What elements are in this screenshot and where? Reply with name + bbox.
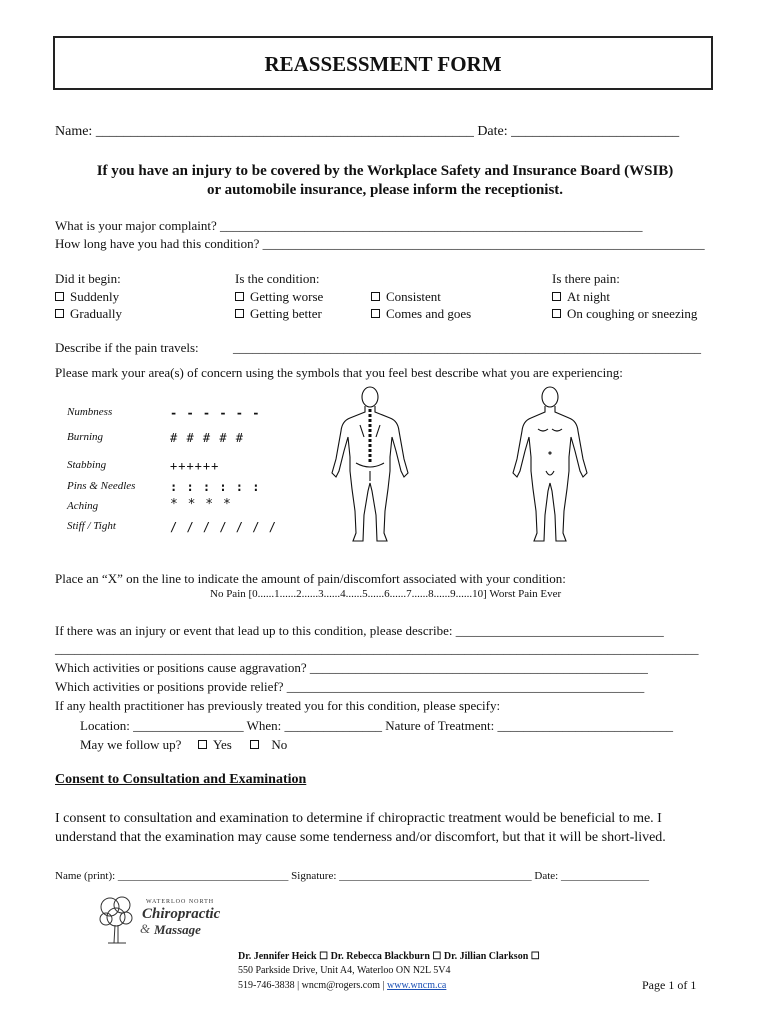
logo-massage-text: Massage — [154, 922, 201, 937]
signature-field[interactable]: Name (print): _______________________________ Signature: ___________________________________ Date: ________________ — [55, 870, 649, 882]
travels-field[interactable]: ________________________________________________________________________ — [233, 340, 701, 355]
logo-top-text: WATERLOO NORTH — [146, 899, 215, 905]
duration-field[interactable]: How long have you had this condition? ____________________________________________________________________ — [55, 236, 705, 251]
pain-scale-line[interactable]: No Pain [0......1......2......3......4......5......6......7......8......9......10] Worst Pain Ever — [210, 588, 562, 600]
checkbox-icon[interactable] — [55, 309, 64, 318]
consent-heading: Consent to Consultation and Examination — [55, 772, 307, 787]
injury-field-continued[interactable]: ___________________________________________________________________________________________________ — [55, 641, 699, 656]
clinic-contact — [238, 980, 446, 991]
legend-label-numbness: Numbness — [67, 406, 113, 418]
condition-option-comes-and-goes[interactable] — [371, 306, 471, 322]
website-link[interactable]: www.wncm.ca — [387, 980, 447, 991]
checkbox-icon[interactable] — [235, 309, 244, 318]
tree-logo-icon — [96, 893, 136, 948]
mark-instructions: Please mark your area(s) of concern using the symbols that you feel best describe what you are experiencing: — [55, 365, 623, 380]
condition-heading: Is the condition: — [235, 271, 320, 286]
legend-symbol-burning: # # # # # — [170, 431, 245, 445]
injury-field[interactable]: If there was an injury or event that lead up to this condition, please describe: ________________________________ — [55, 623, 664, 638]
checkbox-icon[interactable] — [371, 292, 380, 301]
condition-option-consistent[interactable] — [371, 289, 441, 305]
follow-up-row — [80, 737, 287, 753]
legend-label-pins-needles: Pins & Needles — [67, 480, 136, 492]
onset-option-suddenly[interactable] — [55, 289, 119, 305]
pain-option-label: On coughing or sneezing — [567, 306, 698, 321]
checkbox-icon[interactable] — [55, 292, 64, 301]
legend-symbol-aching: * * * * — [170, 497, 232, 512]
condition-option-label: Consistent — [386, 289, 441, 304]
relief-field[interactable]: Which activities or positions provide relief? _______________________________________________________ — [55, 679, 645, 694]
complaint-field[interactable]: What is your major complaint? _________________________________________________________________ — [55, 218, 643, 233]
pain-option-at-night[interactable] — [552, 289, 610, 305]
onset-heading: Did it begin: — [55, 271, 121, 286]
legend-symbol-pins-needles: : : : : : : — [170, 480, 261, 494]
scale-instruction: Place an “X” on the line to indicate the amount of pain/discomfort associated with your condition: — [55, 571, 566, 586]
aggravation-field[interactable]: Which activities or positions cause aggravation? ____________________________________________________ — [55, 660, 648, 675]
checkbox-icon[interactable] — [552, 292, 561, 301]
previous-treatment-question: If any health practitioner has previously treated you for this condition, please specify: — [55, 698, 501, 713]
pain-heading: Is there pain: — [552, 271, 620, 286]
legend-label-stiff-tight: Stiff / Tight — [67, 520, 116, 532]
notice-line-1: If you have an injury to be covered by the Workplace Safety and Insurance Board (WSIB) — [96, 163, 674, 179]
onset-option-label: Suddenly — [70, 289, 120, 304]
legend-label-burning: Burning — [67, 431, 104, 443]
travels-label: Describe if the pain travels: — [55, 340, 199, 355]
condition-option-getting-worse[interactable] — [235, 289, 323, 305]
legend-symbol-numbness: - - - - - - — [170, 406, 261, 420]
checkbox-icon[interactable] — [552, 309, 561, 318]
condition-option-label: Getting worse — [250, 289, 324, 304]
doctor-names: Dr. Jennifer Heick ☐ Dr. Rebecca Blackburn ☐ Dr. Jillian Clarkson ☐ — [238, 951, 540, 962]
checkbox-icon[interactable] — [371, 309, 380, 318]
logo-chiropractic-text: Chiropractic — [142, 906, 221, 922]
legend-symbol-stabbing: ++++++ — [170, 459, 220, 473]
onset-option-gradually[interactable] — [55, 306, 122, 322]
onset-option-label: Gradually — [70, 306, 122, 321]
body-back-view-diagram[interactable] — [320, 385, 420, 545]
follow-up-yes-checkbox[interactable] — [198, 740, 207, 749]
clinic-logo — [96, 893, 226, 948]
pain-option-label: At night — [567, 289, 610, 304]
follow-up-no-checkbox[interactable] — [250, 740, 259, 749]
legend-label-aching: Aching — [67, 500, 99, 512]
name-date-field[interactable]: Name: ______________________________________________________ Date: ________________________ — [55, 124, 680, 139]
consent-text-line-1: I consent to consultation and examination to determine if chiropractic treatment would be beneficial to me. I — [55, 811, 662, 826]
notice-line-2: or automobile insurance, please inform the receptionist. — [206, 182, 564, 198]
form-title: REASSESSMENT FORM — [264, 52, 502, 76]
contact-text: 519-746-3838 | wncm@rogers.com | — [238, 980, 388, 991]
condition-option-label: Comes and goes — [386, 306, 472, 321]
follow-up-label: May we follow up? — [80, 737, 182, 752]
logo-ampersand: & — [140, 921, 151, 936]
follow-up-yes-label: Yes — [212, 737, 232, 752]
clinic-address: 550 Parkside Drive, Unit A4, Waterloo ON N2L 5V4 — [238, 965, 451, 976]
condition-option-label: Getting better — [250, 306, 322, 321]
consent-text-line-2: understand that the examination may cause some tenderness and/or discomfort, but that it will be short-lived. — [55, 830, 666, 845]
checkbox-icon[interactable] — [235, 292, 244, 301]
location-when-treatment-field[interactable]: Location: _________________ When: _______________ Nature of Treatment: ___________________________ — [80, 718, 674, 733]
follow-up-no-label: No — [271, 737, 288, 752]
page-number: Page 1 of 1 — [642, 978, 697, 992]
pain-option-coughing[interactable] — [552, 306, 697, 322]
condition-option-getting-better[interactable] — [235, 306, 322, 322]
legend-symbol-stiff-tight: / / / / / / / — [170, 520, 277, 534]
legend-label-stabbing: Stabbing — [67, 459, 107, 471]
title-box — [53, 36, 713, 90]
body-front-view-diagram[interactable] — [505, 385, 595, 545]
